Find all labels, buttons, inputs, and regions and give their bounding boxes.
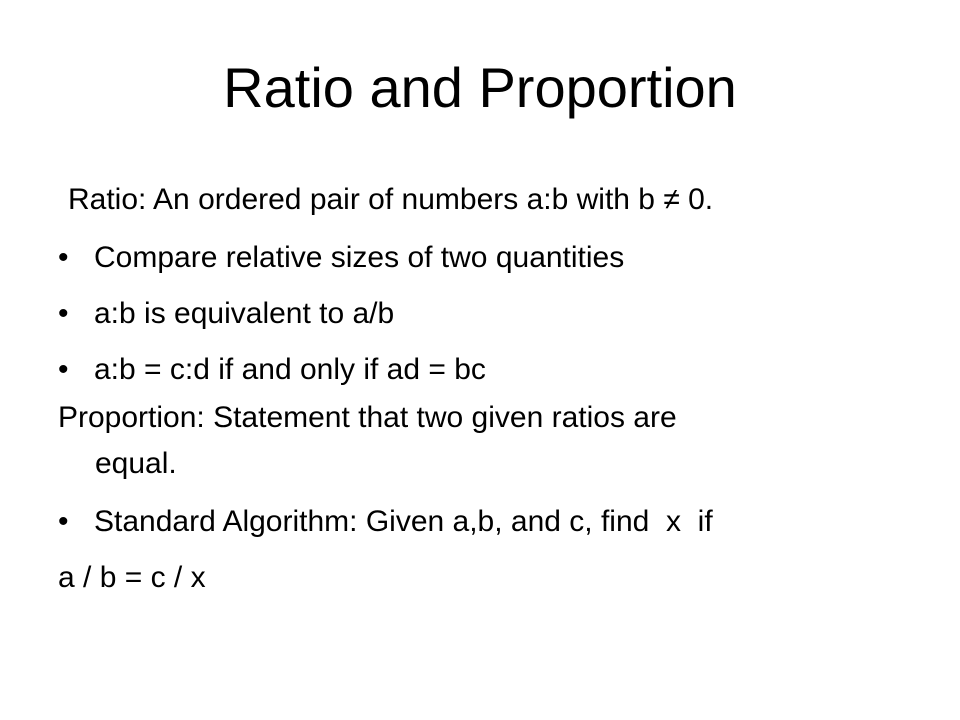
bullet-text: a:b is equivalent to a/b [94, 297, 395, 330]
bullet-text: a:b = c:d if and only if ad = bc [94, 353, 486, 386]
bullet-item [58, 240, 624, 276]
bullet-glyph: • [58, 505, 69, 538]
proportion-definition-continued: equal. [95, 447, 177, 480]
ratio-definition: Ratio: An ordered pair of numbers a:b with b ≠ 0. [68, 183, 714, 216]
equation: a / b = c / x [58, 561, 206, 594]
slide-title: Ratio and Proportion [223, 56, 737, 119]
bullet-glyph: • [58, 297, 69, 330]
bullet-item [58, 504, 713, 540]
bullet-item [58, 296, 394, 332]
bullet-text: Compare relative sizes of two quantities [94, 241, 625, 274]
bullet-glyph: • [58, 241, 69, 274]
bullet-glyph: • [58, 353, 69, 386]
bullet-item [58, 352, 486, 388]
proportion-definition: Proportion: Statement that two given ratios are [58, 401, 677, 434]
bullet-text: Standard Algorithm: Given a,b, and c, find x if [94, 505, 713, 538]
